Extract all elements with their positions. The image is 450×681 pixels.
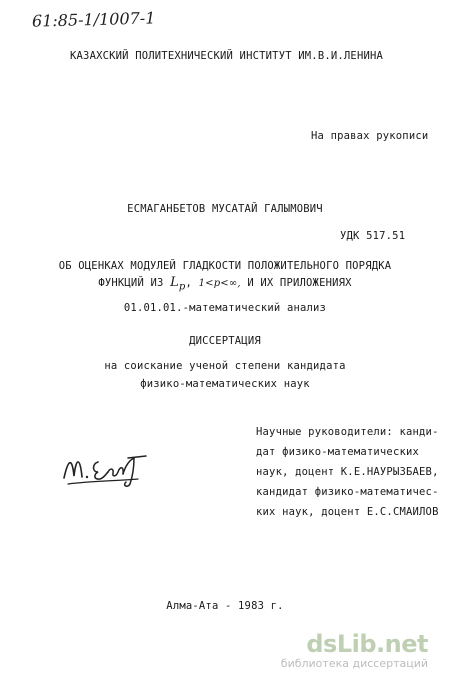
manuscript-rights-note: На правах рукописи [311,130,429,142]
title-line-1: ОБ ОЦЕНКАХ МОДУЛЕЙ ГЛАДКОСТИ ПОЛОЖИТЕЛЬНОГО ПОРЯДКА [58,260,392,272]
supervisors-line: Научные руководители: канди- [256,426,439,438]
title-line-2-suffix: И ИХ ПРИЛОЖЕНИЯХ [247,277,352,289]
institute-name: КАЗАХСКИЙ ПОЛИТЕХНИЧЕСКИЙ ИНСТИТУТ ИМ.В.И.ЛЕНИНА [70,50,384,62]
degree-line-1: на соискание ученой степени кандидата [104,360,346,372]
dslib-logo: dsLib.net [306,630,428,658]
document-type: ДИССЕРТАЦИЯ [189,335,261,347]
specialty-code: 01.01.01.-математический анализ [123,302,327,314]
supervisors-line: кандидат физико-математичес- [256,486,439,498]
degree-line-2: физико-математических наук [140,378,310,390]
dslib-caption: библиотека диссертаций [280,657,428,670]
udc-code: УДК 517.51 [340,230,406,242]
lp-condition: 1<p<∞, [198,278,241,289]
supervisors-line: дат физико-математических [256,446,420,458]
title-line-2-prefix: ФУНКЦИЙ ИЗ [98,277,164,289]
lp-space-symbol: $L_p$ [170,275,186,293]
title-line-2: ФУНКЦИЙ ИЗ $L_p$, 1<p<∞, И ИХ ПРИЛОЖЕНИЯХ [98,275,352,293]
author-signature [60,448,155,488]
city-and-year: Алма-Ата - 1983 г. [166,600,284,612]
supervisors-line: наук, доцент К.Е.НАУРЫЗБАЕВ, [256,466,439,478]
author-name: ЕСМАГАНБЕТОВ МУСАТАЙ ГАЛЫМОВИЧ [127,203,323,215]
supervisors-line: ких наук, доцент Е.С.СМАИЛОВ [256,506,439,518]
handwritten-catalog-note: 61:85-1/1007-1 [31,8,156,31]
dslib-watermark [281,631,428,671]
